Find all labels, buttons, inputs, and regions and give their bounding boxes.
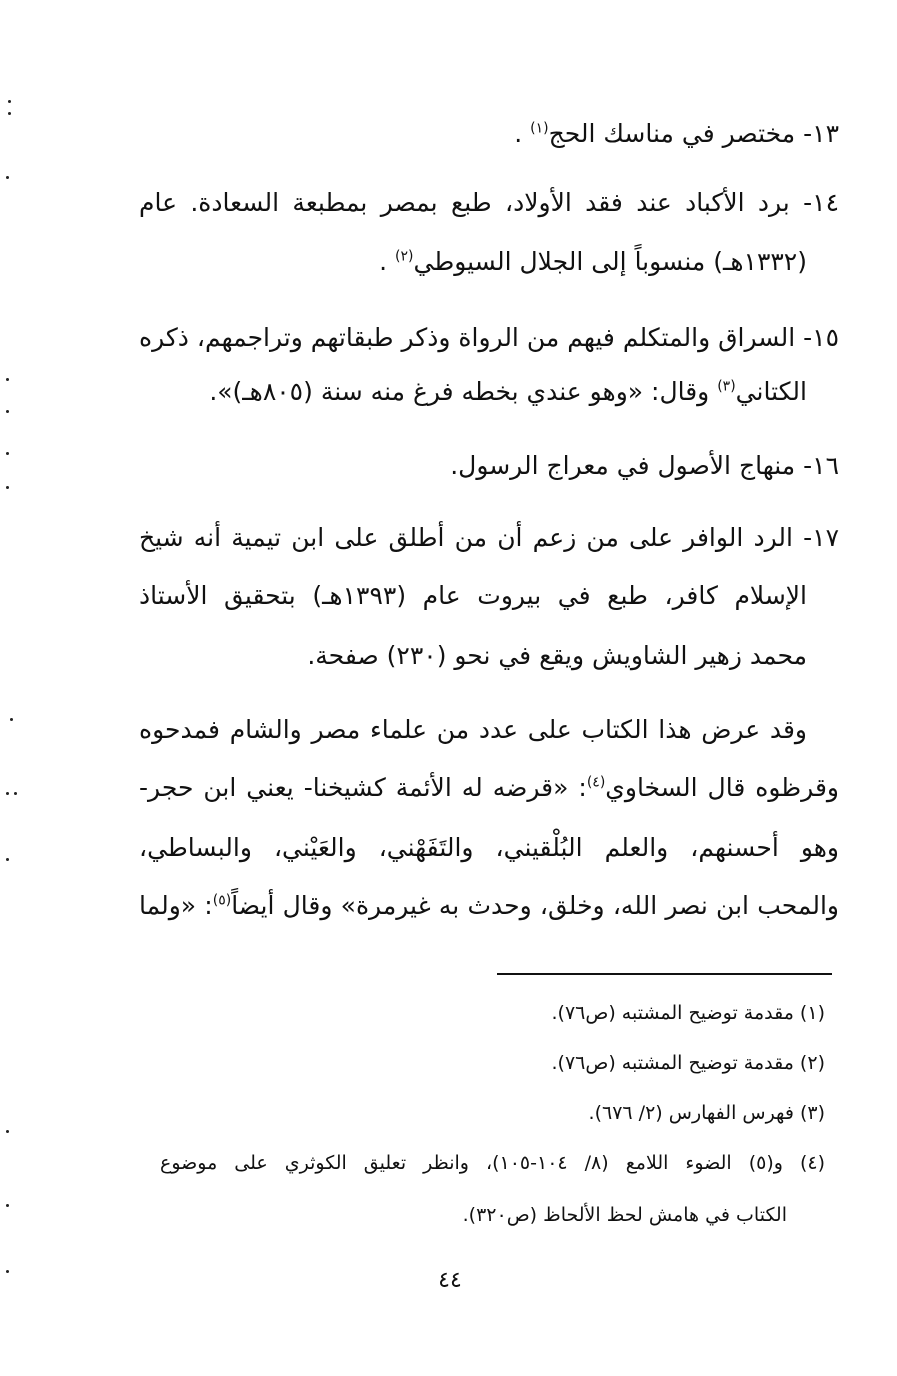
paragraph-quote-start: : «قرضه له الأئمة كشيخنا- يعني ابن حجر- (139, 773, 587, 802)
scan-speck (6, 1204, 9, 1207)
footnote-ref-3: (٣) (717, 378, 736, 395)
scan-speck (6, 176, 9, 179)
footnote-ref-5: (٥) (212, 892, 232, 909)
paragraph-line-4 (139, 886, 839, 926)
paragraph-sakhawi: وقرظوه قال السخاوي (605, 773, 839, 802)
scan-speck (10, 718, 13, 721)
footnote-ref-1: (١) (530, 120, 549, 137)
scan-speck (6, 452, 9, 455)
footnote-4-line-2: الكتاب في هامش لحظ الألحاظ (ص٣٢٠). (462, 1204, 787, 1226)
footnote-ref-2: (٢) (395, 248, 414, 265)
footnote-4-line-1: (٤) و(٥) الضوء اللامع (٨/ ١٠٤-١٠٥)، وانظر تعليق الكوثري على موضوع (160, 1152, 825, 1174)
footnote-2: (٢) مقدمة توضيح المشتبه (ص٧٦). (551, 1052, 825, 1074)
scan-speck (6, 486, 9, 489)
paragraph-quote-end: والمحب ابن نصر الله، وخلق، وحدث به غيرمرة» وقال أيضاً (231, 891, 839, 920)
scan-speck (6, 1130, 9, 1133)
scan-speck (6, 858, 9, 861)
item-13-text: ١٣- مختصر في مناسك الحج (548, 119, 839, 148)
item-15-quote: وقال: «وهو عندي بخطه فرغ منه سنة (٨٠٥هـ)». (209, 377, 718, 406)
list-item-14-line-1: ١٤- برد الأكباد عند فقد الأولاد، طبع بمصر بمطبعة السعادة. عام (139, 188, 839, 217)
paragraph-line-3: وهو أحسنهم، والعلم البُلْقيني، والتَفَهْني، والعَيْني، والبساطي، (139, 833, 839, 862)
footnote-ref-4: (٤) (586, 774, 606, 791)
list-item-13 (514, 114, 839, 154)
scan-speck (6, 410, 9, 413)
list-item-15-line-1: ١٥- السراق والمتكلم فيهم من الرواة وذكر طبقاتهم وتراجمهم، ذكره (139, 323, 839, 352)
item-13-period: . (514, 119, 531, 148)
scan-speck (8, 112, 11, 115)
page-number: ٤٤ (438, 1268, 462, 1293)
paragraph-line-1: وقد عرض هذا الكتاب على عدد من علماء مصر والشام فمدحوه (139, 715, 807, 744)
item-14-period: . (379, 247, 396, 276)
scan-speck (14, 792, 17, 795)
footnote-1: (١) مقدمة توضيح المشتبه (ص٧٦). (551, 1002, 825, 1024)
scan-speck (6, 792, 9, 795)
list-item-14-line-2 (379, 242, 807, 282)
paragraph-continuation: : «ولما (139, 891, 213, 920)
list-item-15-line-2 (209, 372, 807, 412)
item-15-author: الكتاني (735, 377, 807, 406)
item-14-text: (١٣٣٢هـ) منسوباً إلى الجلال السيوطي (413, 247, 807, 276)
list-item-16: ١٦- منهاج الأصول في معراج الرسول. (450, 451, 839, 480)
scan-speck (8, 100, 11, 103)
scan-speck (6, 378, 9, 381)
list-item-17-line-2: الإسلام كافر، طبع في بيروت عام (١٣٩٣هـ) بتحقيق الأستاذ (139, 581, 808, 610)
list-item-17-line-1: ١٧- الرد الوافر على من زعم أن من أطلق على ابن تيمية أنه شيخ (139, 523, 839, 552)
scan-speck (6, 1270, 9, 1273)
footnote-3: (٣) فهرس الفهارس (٢/ ٦٧٦). (588, 1102, 825, 1124)
paragraph-line-2 (139, 768, 839, 808)
footnote-separator (497, 973, 832, 975)
list-item-17-line-3: محمد زهير الشاويش ويقع في نحو (٢٣٠) صفحة. (307, 641, 807, 670)
